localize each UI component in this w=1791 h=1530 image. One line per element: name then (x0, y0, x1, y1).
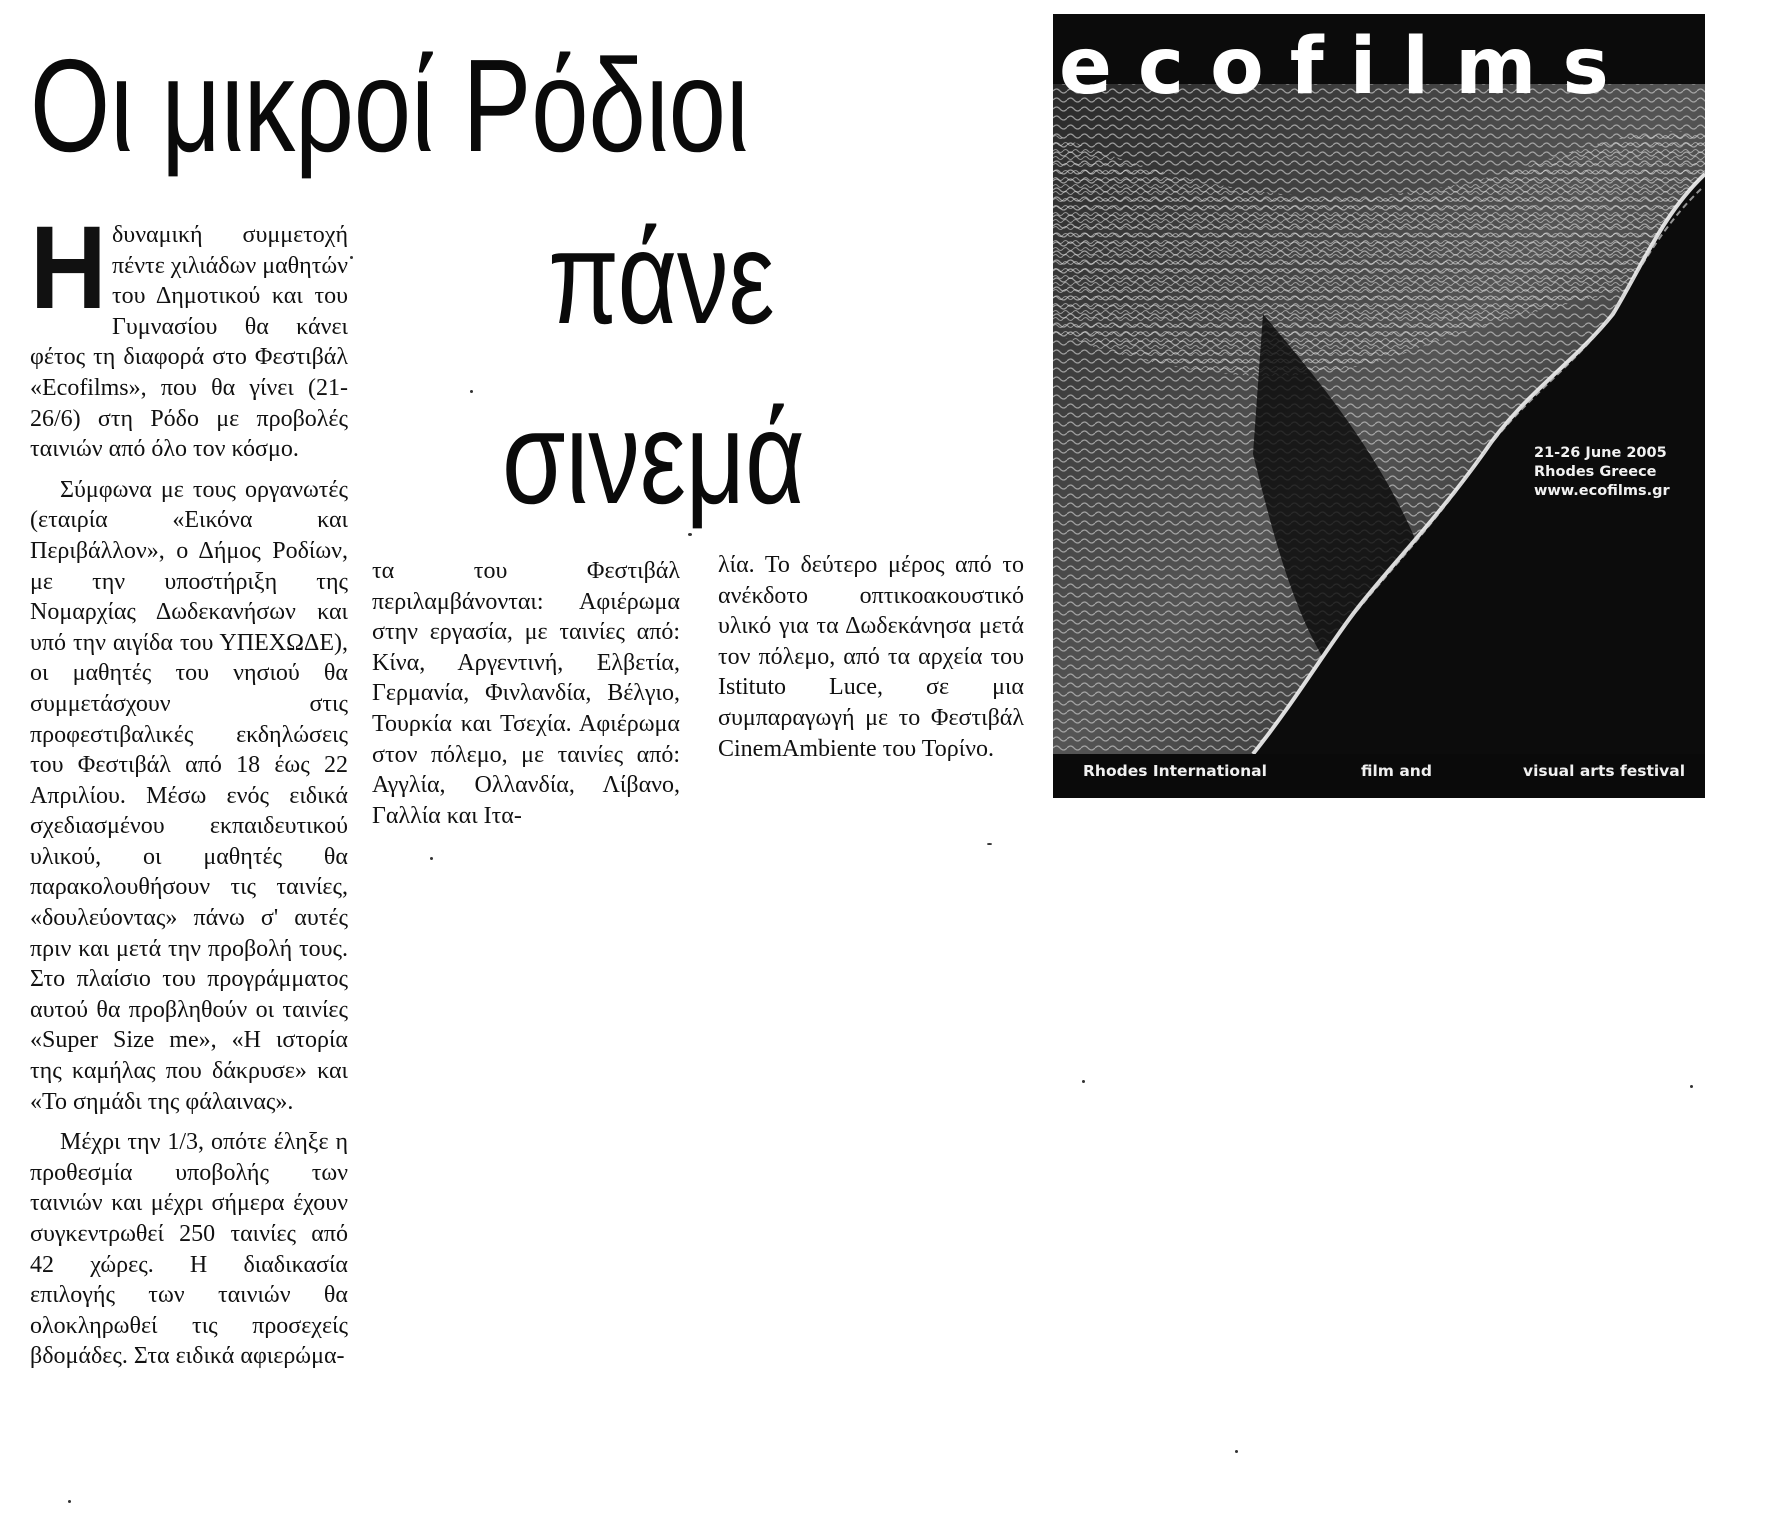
scan-speck (350, 256, 353, 259)
article-paragraph-3: Μέχρι την 1/3, οπότε έληξε η προθεσμία υποβολής των ταινιών και μέχρι σήμερα έχουν συγκεντρωθεί 250 ταινίες από 42 χώρες. Η διαδικασία επιλογής των ταινιών θα ολοκληρωθεί τις προσεχείς βδομάδες. Στα ειδικά αφιερώμα- (30, 1129, 348, 1370)
scan-speck (1235, 1450, 1238, 1453)
poster-footer (1053, 758, 1705, 786)
article-column-3 (718, 550, 1024, 774)
article-paragraph-1: δυναμική συμμετοχή πέντε χιλιάδων μαθητών του Δημοτικού και του Γυμνασίου θα κάνει φέτος τη διαφορά στο Φεστιβάλ «Ecofilms», που θα γίνει (21-26/6) στη Ρόδο με προβολές ταινιών από όλο τον κόσμο. (30, 222, 348, 463)
poster-title: ecofilms (1059, 22, 1635, 112)
headline-line-1: Οι μικροί Ρόδιοι (30, 32, 749, 179)
headline-line-2: πάνε (548, 204, 775, 351)
scan-speck (688, 533, 692, 536)
article-paragraph-5: λία. Το δεύτερο μέρος από το ανέκδοτο οπτικοακουστικό υλικό για τα Δωδεκάνησα μετά τον πόλεμο, από τα αρχεία του Istituto Luce, σε μια συμπαραγωγή με το Φεστιβάλ CinemAmbiente του Τορίνο. (718, 552, 1024, 762)
drop-cap: Η (30, 202, 107, 334)
scan-speck (430, 857, 433, 860)
article-column-2 (372, 556, 680, 841)
article-paragraph-4: τα του Φεστιβάλ περιλαμβάνονται: Αφιέρωμα στην εργασία, με ταινίες από: Κίνα, Αργεντινή, Ελβετία, Γερμανία, Φινλανδία, Βέλγιο, Τουρκία και Τσεχία. Αφιέρωμα στον πόλεμο, με ταινίες από: Αγγλία, Ολλανδία, Λίβανο, Γαλλία και Ιτα- (372, 558, 680, 829)
poster-footer-part-1: Rhodes International (1083, 762, 1267, 780)
scan-speck (987, 843, 992, 845)
poster-footer-part-3: visual arts festival (1523, 762, 1686, 780)
article-paragraph-2: Σύμφωνα με τους οργανωτές (εταιρία «Εικόνα και Περιβάλλον», ο Δήμος Ροδίων, με την υποστήριξη της Νομαρχίας Δωδεκανήσων και υπό την αιγίδα του ΥΠΕΧΩΔΕ), οι μαθητές του νησιού θα συμμετάσχουν στις προφεστιβαλικές εκδηλώσεις του Φεστιβάλ από 18 έως 22 Απριλίου. Μέσω ενός ειδικά σχεδιασμένου εκπαιδευτικού υλικού, οι μαθητές θα παρακολουθήσουν τις ταινίες, «δουλεύοντας» πάνω σ' αυτές πριν και μετά την προβολή τους. Στο πλαίσιο του προγράμματος αυτού θα προβληθούν οι ταινίες «Super Size me», «Η ιστορία της καμήλας που δάκρυσε» και «Το σημάδι της φάλαινας». (30, 476, 348, 1115)
festival-poster (1053, 14, 1705, 798)
poster-dates: 21-26 June 2005 (1534, 445, 1667, 461)
scan-speck (1690, 1085, 1693, 1088)
headline-line-3: σινεμά (502, 384, 805, 531)
scan-speck (470, 390, 473, 393)
poster-info (1534, 444, 1700, 501)
poster-location: Rhodes Greece (1534, 464, 1657, 480)
sea-coast-image (1053, 14, 1705, 798)
article-column-1 (30, 202, 348, 1382)
scan-speck (68, 1500, 71, 1503)
poster-footer-part-2: film and (1361, 762, 1432, 780)
poster-website: www.ecofilms.gr (1534, 483, 1670, 499)
scan-speck (1082, 1080, 1085, 1083)
